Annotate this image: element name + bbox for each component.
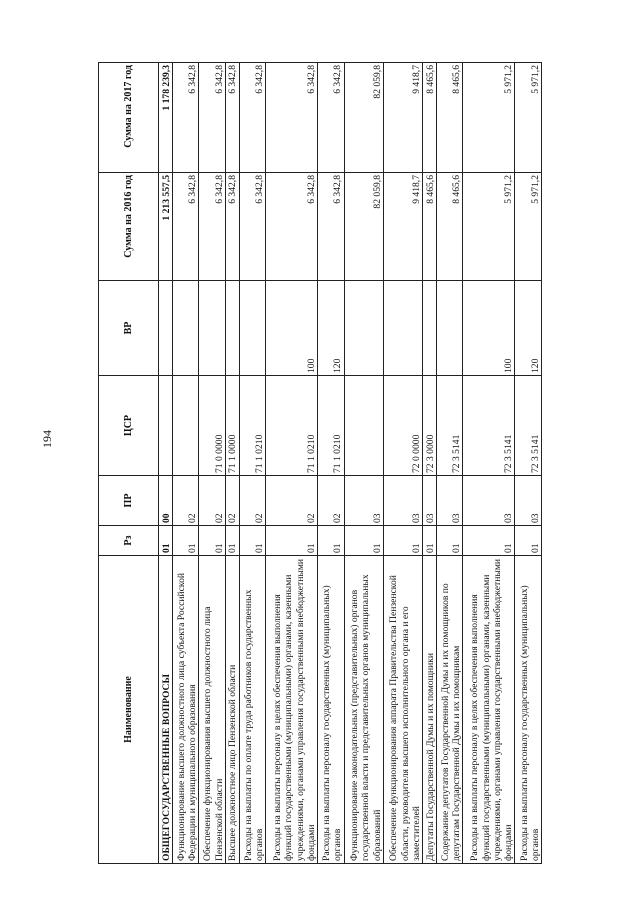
cell-rz: 01 [383,526,422,556]
cell-vr [159,281,173,376]
cell-sum2017: 82 059,8 [344,63,383,173]
cell-vr [436,281,463,376]
cell-sum2016: 82 059,8 [344,173,383,281]
cell-rz: 01 [159,526,173,556]
cell-vr: 120 [515,281,542,376]
cell-csr [344,376,383,476]
cell-name: Функционирование законодательных (представительных) органов государственной власти и представительных органов муниципальных образований [344,556,383,864]
cell-csr: 71 1 0210 [266,376,318,476]
header-csr: ЦСР [99,376,159,476]
table-row [266,63,318,864]
cell-pr: 02 [266,476,318,526]
cell-name: ОБЩЕГОСУДАРСТВЕННЫЕ ВОПРОСЫ [159,556,173,864]
cell-sum2016: 5 971,2 [515,173,542,281]
table-row [199,63,226,864]
cell-csr [159,376,173,476]
cell-csr: 71 1 0210 [318,376,345,476]
cell-pr: 02 [318,476,345,526]
cell-csr: 71 1 0000 [225,376,239,476]
header-pr: ПР [99,476,159,526]
cell-sum2017: 6 342,8 [225,63,239,173]
cell-vr [225,281,239,376]
page-number: 194 [40,430,54,448]
cell-sum2017: 6 342,8 [199,63,226,173]
cell-name: Обеспечение функционирования аппарата Правительства Пензенской области, руководителя высшего исполнительного органа и его заместителей [383,556,422,864]
cell-csr: 72 0 0000 [383,376,422,476]
rotated-budget-table [98,63,542,864]
cell-name: Высшее должностное лицо Пензенской области [225,556,239,864]
cell-sum2016: 8 465,6 [423,173,437,281]
header-row [99,63,159,864]
cell-rz: 01 [225,526,239,556]
cell-rz: 01 [463,526,515,556]
cell-pr: 02 [172,476,199,526]
cell-rz: 01 [266,526,318,556]
cell-rz: 01 [515,526,542,556]
cell-sum2016: 1 213 557,5 [159,173,173,281]
table-row [423,63,437,864]
table-row [344,63,383,864]
header-sum-2016: Сумма на 2016 год [99,173,159,281]
table-row [318,63,345,864]
cell-rz: 01 [436,526,463,556]
table-row [239,63,266,864]
table-row [159,63,173,864]
cell-rz: 01 [172,526,199,556]
cell-sum2016: 5 971,2 [463,173,515,281]
cell-rz: 01 [423,526,437,556]
cell-pr: 03 [423,476,437,526]
cell-name: Депутаты Государственной Думы и их помощники [423,556,437,864]
cell-csr: 72 3 5141 [463,376,515,476]
cell-vr: 100 [463,281,515,376]
cell-rz: 01 [344,526,383,556]
cell-name: Расходы на выплаты персоналу государственных (муниципальных) органов [515,556,542,864]
cell-sum2017: 5 971,2 [463,63,515,173]
cell-name: Расходы на выплаты по оплате труда работников государственных органов [239,556,266,864]
table-row [383,63,422,864]
cell-sum2017: 8 465,6 [436,63,463,173]
table-body [159,63,542,864]
cell-pr: 02 [199,476,226,526]
cell-name: Функционирование высшего должностного лица субъекта Российской Федерации и муниципального образования [172,556,199,864]
cell-pr: 03 [383,476,422,526]
cell-name: Расходы на выплаты персоналу в целях обеспечения выполнения функций государственными (муниципальными) органами, казенными учреждениями, органами управления государственными внебюджетными фондами [266,556,318,864]
table-row [172,63,199,864]
cell-pr: 03 [463,476,515,526]
cell-sum2017: 5 971,2 [515,63,542,173]
table-row [515,63,542,864]
cell-csr: 71 1 0210 [239,376,266,476]
cell-sum2017: 9 418,7 [383,63,422,173]
cell-name: Содержание депутатов Государственной Думы и их помощников по депутатам Государственной Думы и их помощникам [436,556,463,864]
cell-name: Расходы на выплаты персоналу государственных (муниципальных) органов [318,556,345,864]
cell-name: Расходы на выплаты персоналу в целях обеспечения выполнения функций государственными (муниципальными) органами, казенными учреждениями, органами управления государственными внебюджетными фондами [463,556,515,864]
cell-rz: 01 [318,526,345,556]
cell-csr: 72 3 0000 [423,376,437,476]
cell-pr: 03 [515,476,542,526]
header-vr: ВР [99,281,159,376]
cell-sum2016: 6 342,8 [239,173,266,281]
cell-sum2017: 6 342,8 [239,63,266,173]
table-row [225,63,239,864]
cell-pr: 02 [225,476,239,526]
budget-table [98,62,542,864]
cell-vr [344,281,383,376]
cell-sum2017: 8 465,6 [423,63,437,173]
cell-sum2017: 6 342,8 [266,63,318,173]
header-sum-2017: Сумма на 2017 год [99,63,159,173]
cell-sum2016: 6 342,8 [318,173,345,281]
cell-pr: 03 [344,476,383,526]
cell-csr: 72 3 5141 [515,376,542,476]
cell-rz: 01 [199,526,226,556]
cell-sum2017: 6 342,8 [172,63,199,173]
cell-sum2016: 6 342,8 [266,173,318,281]
cell-sum2017: 1 178 239,3 [159,63,173,173]
cell-pr: 00 [159,476,173,526]
cell-vr: 100 [266,281,318,376]
header-name: Наименование [99,556,159,864]
cell-name: Обеспечение функционирования высшего должностного лица Пензенской области [199,556,226,864]
cell-vr [199,281,226,376]
table-row [436,63,463,864]
cell-sum2016: 8 465,6 [436,173,463,281]
cell-sum2016: 6 342,8 [172,173,199,281]
cell-sum2016: 6 342,8 [199,173,226,281]
cell-csr: 72 3 5141 [436,376,463,476]
cell-vr: 120 [318,281,345,376]
cell-pr: 03 [436,476,463,526]
cell-sum2016: 6 342,8 [225,173,239,281]
table-row [463,63,515,864]
cell-vr [423,281,437,376]
cell-pr: 02 [239,476,266,526]
cell-rz: 01 [239,526,266,556]
cell-vr [239,281,266,376]
cell-csr: 71 0 0000 [199,376,226,476]
cell-vr [383,281,422,376]
header-rz: Рз [99,526,159,556]
cell-vr [172,281,199,376]
cell-csr [172,376,199,476]
cell-sum2017: 6 342,8 [318,63,345,173]
cell-sum2016: 9 418,7 [383,173,422,281]
